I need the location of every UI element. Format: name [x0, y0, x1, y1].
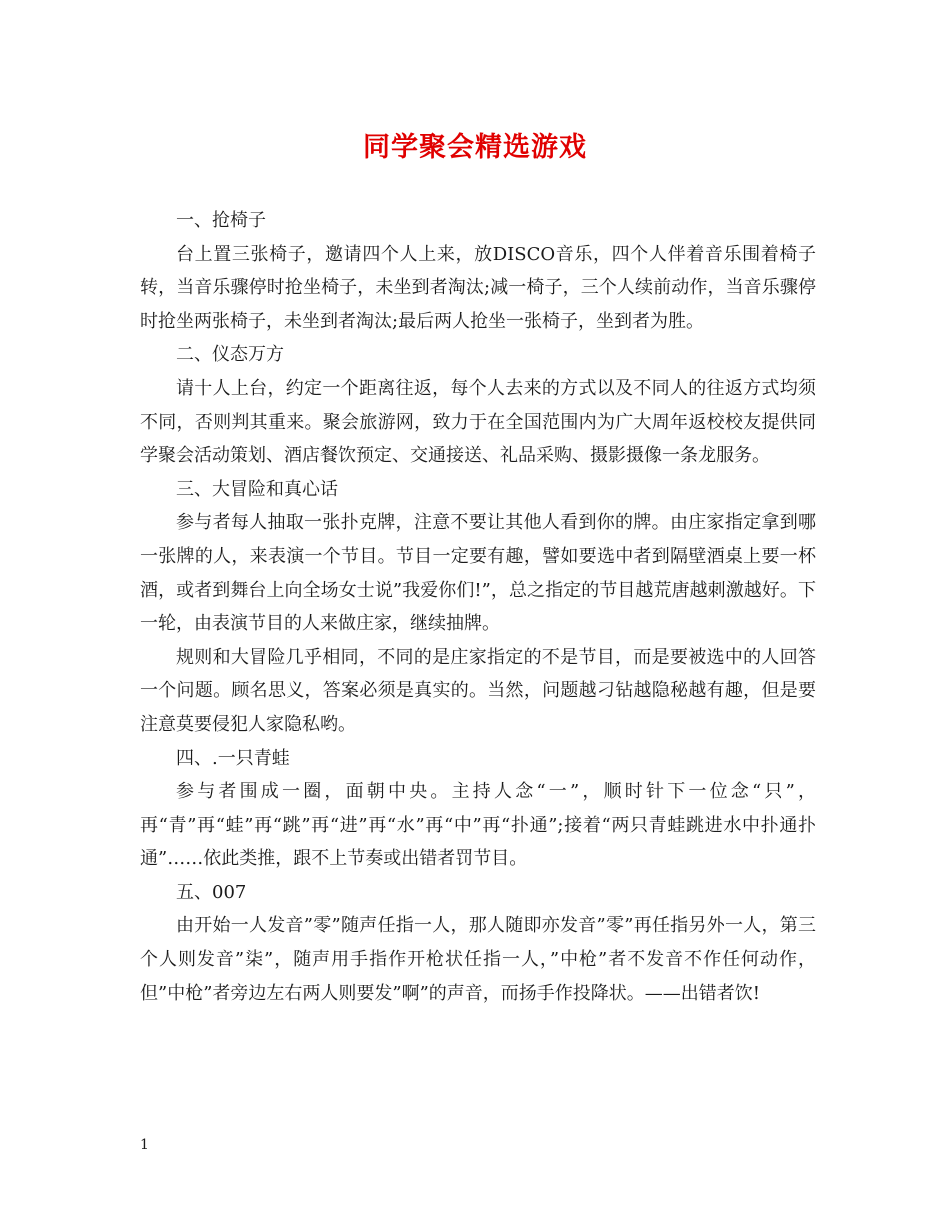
- section-heading-frog: 四、.一只青蛙: [176, 747, 290, 769]
- paragraph-grab-chairs: 台上置三张椅子，邀请四个人上来，放DISCO音乐，四个人伴着音乐围着椅子转，当音乐骤停时抢坐椅子，未坐到者淘汰;减一椅子，三个人续前动作，当音乐骤停时抢坐两张椅子，未坐到者淘汰;最后两人抢坐一张椅子，坐到者为胜。: [140, 243, 816, 332]
- paragraph-truth: 规则和大冒险几乎相同，不同的是庄家指定的不是节目，而是要被选中的人回答一个问题。顾名思义，答案必须是真实的。当然，问题越刁钻越隐秘越有趣，但是要注意莫要侵犯人家隐私哟。: [140, 646, 816, 735]
- section-heading-grab-chairs: 一、抢椅子: [176, 210, 266, 231]
- paragraph-007: 由开始一人发音”零”随声任指一人，那人随即亦发音”零”再任指另外一人，第三个人则发音”柒”，随声用手指作开枪状任指一人，”中枪”者不发音不作任何动作，但”中枪”者旁边左右两人则要发”啊”的声音，而扬手作投降状。——出错者饮!: [140, 915, 816, 1004]
- page-number: 1: [140, 1137, 149, 1153]
- section-heading-truth-or-dare: 三、大冒险和真心话: [176, 478, 338, 500]
- section-heading-poise: 二、仪态万方: [176, 344, 284, 366]
- paragraph-dare: 参与者每人抽取一张扑克牌，注意不要让其他人看到你的牌。由庄家指定拿到哪一张牌的人，来表演一个节目。节目一定要有趣，譬如要选中者到隔壁酒桌上要一杯酒，或者到舞台上向全场女士说”我爱你们!”，总之指定的节目越荒唐越刺激越好。下一轮，由表演节目的人来做庄家，继续抽牌。: [140, 512, 816, 635]
- section-heading-007: 五、007: [176, 881, 247, 903]
- document-title: 同学聚会精选游戏: [363, 132, 587, 163]
- paragraph-frog: 参与者围成一圈，面朝中央。主持人念“一”，顺时针下一位念“只”，再“青”再“蛙”再“跳”再“进”再“水”再“中”再“扑通”;接着“两只青蛙跳进水中扑通扑通”……依此类推，跟不上节奏或出错者罚节目。: [140, 781, 816, 870]
- paragraph-poise: 请十人上台，约定一个距离往返，每个人去来的方式以及不同人的往返方式均须不同，否则判其重来。聚会旅游网，致力于在全国范围内为广大周年返校校友提供同学聚会活动策划、酒店餐饮预定、交通接送、礼品采购、摄影摄像一条龙服务。: [140, 377, 816, 467]
- document-body: [140, 204, 816, 1010]
